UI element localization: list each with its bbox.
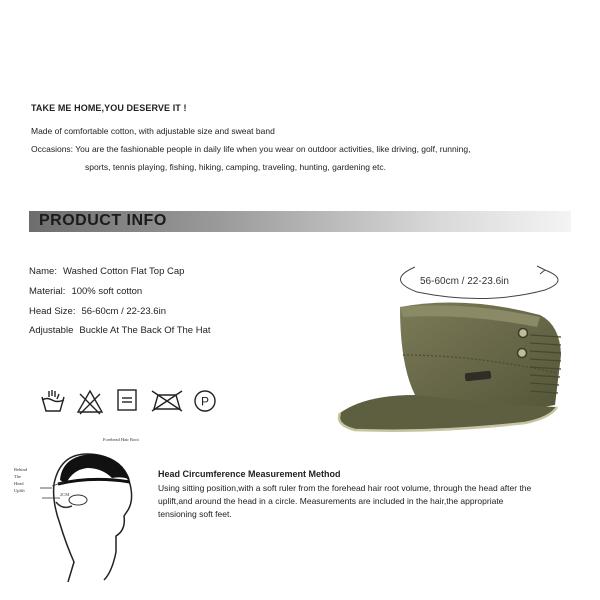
spec-adjustable (29, 325, 211, 336)
the-label: The (14, 474, 21, 479)
spec-label: Head Size: (29, 306, 76, 317)
measurement-description (158, 482, 563, 521)
spec-value: 100% soft cotton (71, 286, 143, 297)
spec-head-size (29, 306, 166, 317)
spec-name (29, 266, 184, 277)
measurement-line: uplift,and around the head in a circle. Measurements are included in the hair,the appropriate (158, 496, 504, 506)
material-line: Made of comfortable cotton, with adjustable size and sweat band (31, 126, 275, 136)
behind-label: Behind (14, 467, 27, 472)
product-info-banner (29, 211, 571, 232)
occasions-line-cont: sports, tennis playing, fishing, hiking, camping, traveling, hunting, gardening etc. (85, 162, 386, 172)
spec-material (29, 286, 142, 297)
cm-label: 2CM (60, 492, 70, 497)
do-not-bleach-icon (78, 391, 102, 414)
spec-value: 56-60cm / 22-23.6in (81, 306, 166, 317)
measurement-line: tensioning soft feet. (158, 509, 232, 519)
measurement-title: Head Circumference Measurement Method (158, 469, 341, 479)
hand-wash-icon (42, 390, 64, 411)
do-not-iron-icon (152, 391, 182, 411)
dry-clean-p-icon (195, 391, 215, 411)
cap-image (325, 255, 575, 445)
care-icons (40, 388, 230, 418)
measurement-line: Using sitting position,with a soft ruler from the forehead hair root volume, through the head after the (158, 483, 532, 493)
spec-label: Adjustable (29, 325, 74, 336)
spec-value: Washed Cotton Flat Top Cap (62, 266, 185, 277)
head-measurement-figure (12, 432, 157, 582)
svg-text:P: P (201, 394, 210, 409)
uplift-label: Uplift (14, 488, 25, 493)
forehead-label: Forehead Hair Root (103, 437, 139, 442)
spec-value: Buckle At The Back Of The Hat (79, 325, 211, 336)
tumble-dry-icon (118, 390, 136, 410)
spec-label: Name: (29, 266, 57, 277)
tagline: TAKE ME HOME,YOU DESERVE IT ! (31, 103, 187, 113)
banner-title: PRODUCT INFO (39, 212, 167, 229)
size-label: 56-60cm / 22-23.6in (420, 276, 509, 287)
occasions-line: Occasions: You are the fashionable people in daily life when you wear on outdoor activities, like driving, golf, running, (31, 144, 471, 154)
head-label: Head (14, 481, 24, 486)
spec-label: Material: (29, 286, 66, 297)
